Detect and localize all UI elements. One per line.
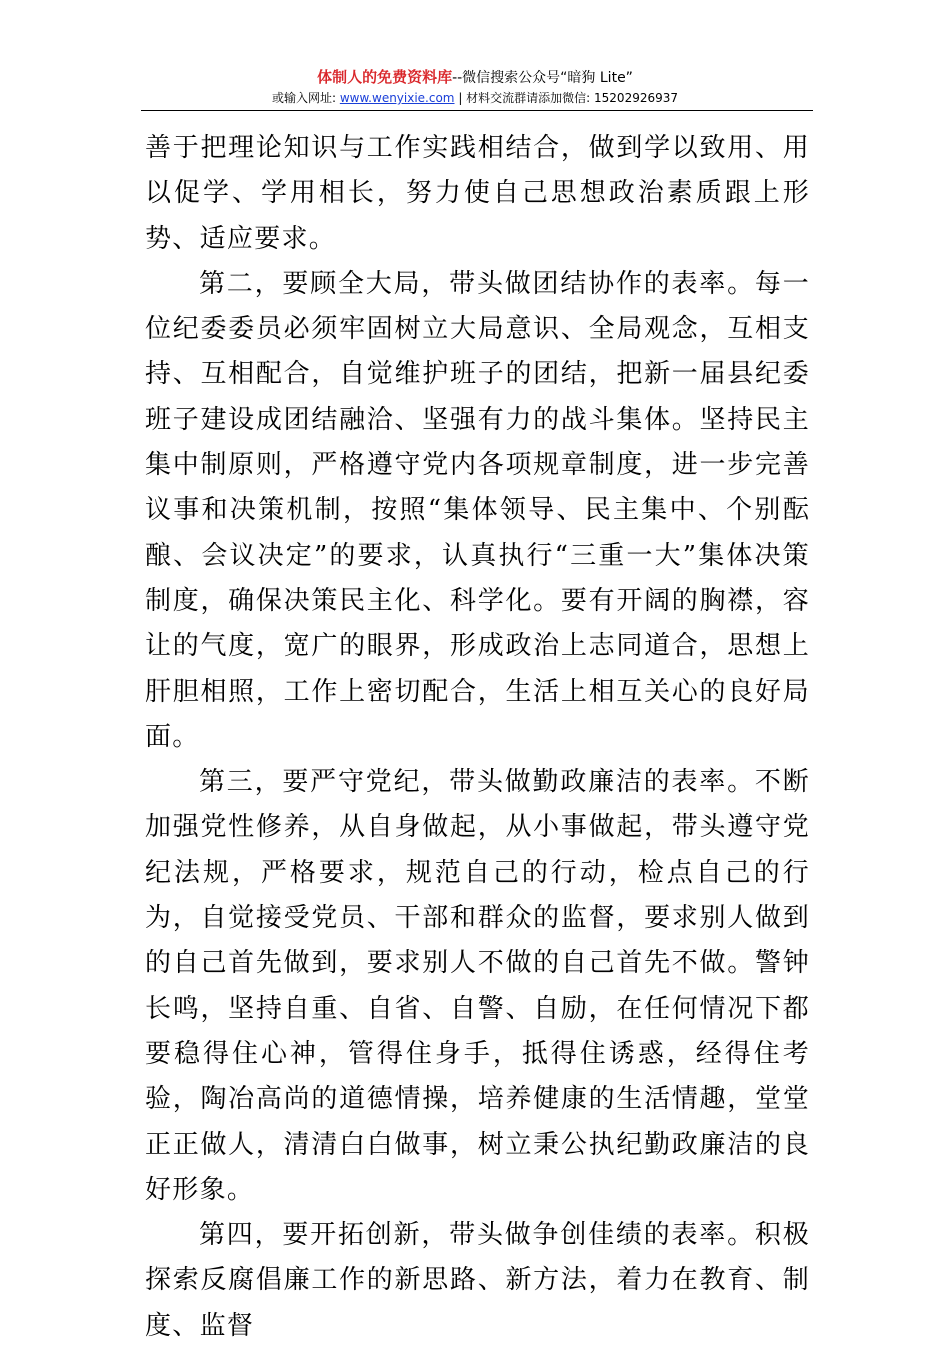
header-contact-line — [0, 89, 950, 107]
document-body — [145, 126, 810, 1349]
paragraph-third-point: 第三，要严守党纪，带头做勤政廉洁的表率。不断加强党性修养，从自身做起，从小事做起，带头遵守党纪法规，严格要求，规范自己的行动，检点自己的行为，自觉接受党员、干部和群众的监督，要求别人做到的自己首先做到，要求别人不做的自己首先不做。警钟长鸣，坚持自重、自省、自警、自励，在任何情况下都要稳得住心神，管得住身手，抵得住诱惑，经得住考验，陶冶高尚的道德情操，培养健康的生活情趣，堂堂正正做人，清清白白做事，树立秉公执纪勤政廉洁的良好形象。 — [145, 767, 810, 1205]
header-contact: | 材料交流群请添加微信: 15202926937 — [454, 91, 679, 105]
header-brand: 体制人的免费资料库 — [317, 68, 453, 86]
website-link[interactable]: www.wenyixie.com — [339, 91, 455, 105]
paragraph-second-point: 第二，要顾全大局，带头做团结协作的表率。每一位纪委委员必须牢固树立大局意识、全局观念，互相支持、互相配合，自觉维护班子的团结，把新一届县纪委班子建设成团结融洽、坚强有力的战斗集体。坚持民主集中制原则，严格遵守党内各项规章制度，进一步完善议事和决策机制，按照“集体领导、民主集中、个别酝酿、会议决定”的要求，认真执行“三重一大”集体决策制度，确保决策民主化、科学化。要有开阔的胸襟，容让的气度，宽广的眼界，形成政治上志同道合，思想上肝胆相照，工作上密切配合，生活上相互关心的良好局面。 — [145, 268, 810, 752]
header-tagline: --微信搜索公众号“暗狗 Lite” — [452, 70, 633, 86]
paragraph-fourth-point: 第四，要开拓创新，带头做争创佳绩的表率。积极探索反腐倡廉工作的新思路、新方法，着力在教育、制度、监督 — [145, 1220, 810, 1341]
header-title-line — [0, 66, 950, 89]
header-url-prefix: 或输入网址: — [271, 91, 340, 105]
page-header — [0, 66, 950, 107]
paragraph-continuation: 善于把理论知识与工作实践相结合，做到学以致用、用以促学、学用相长，努力使自己思想政治素质跟上形势、适应要求。 — [145, 133, 810, 254]
header-divider — [141, 110, 813, 111]
